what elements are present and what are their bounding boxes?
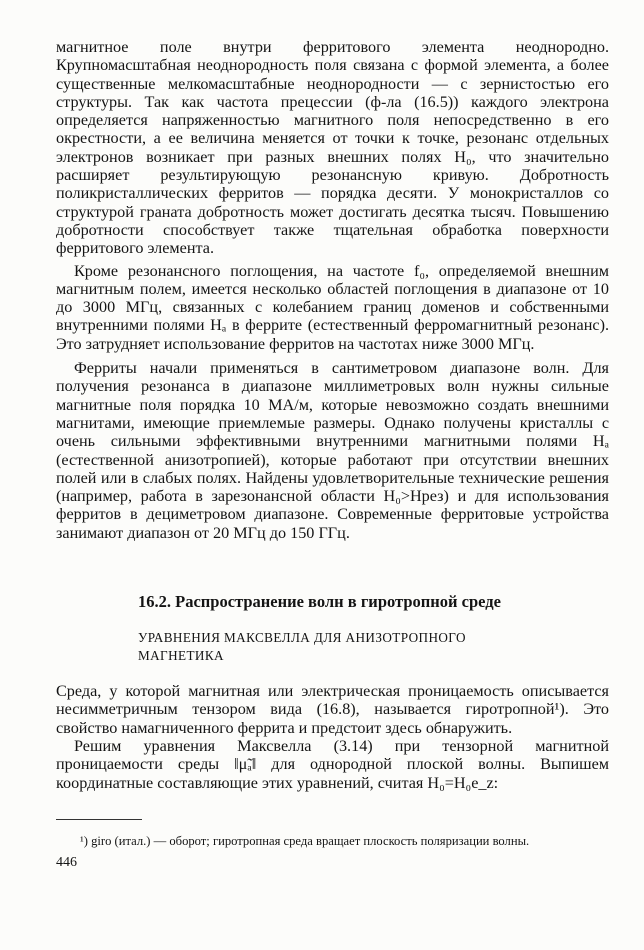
- paragraph-ferrite-inhomogeneity: магнитное поле внутри ферритового элемента неоднородно. Крупномасштабная неоднородность поля связана с формой элемента, а более существенные мелкомасштабные неоднородности — с зернистостью его структуры. Так как частота прецессии (ф-ла (16.5)) каждого электрона определяется напряженностью магнитного поля непосредственно в его окрестности, а ее величина меняется от точки к точке, резонанс отдельных электронов возникает при разных внешних полях H₀, что значительно расширяет результирующую резонансную кривую. Добротность поликристаллических ферритов — порядка десяти. У монокристаллов со структурой граната добротность может достигать десятка тысяч. Повышению добротности способствует также тщательная обработка поверхности ферритового элемента.: [56, 38, 609, 258]
- subsection-title: УРАВНЕНИЯ МАКСВЕЛЛА ДЛЯ АНИЗОТРОПНОГО МАГНЕТИКА: [138, 630, 466, 664]
- paragraph-resonance-absorption: Кроме резонансного поглощения, на частоте f₀, определяемой внешним магнитным полем, имеется несколько областей поглощения в диапазоне от 10 до 3000 МГц, связанных с колебанием границ доменов и собственными внутренними полями Hₐ в феррите (естественный ферромагнитный резонанс). Это затрудняет использование ферритов на частотах ниже 3000 МГц.: [56, 261, 609, 353]
- paragraph-ferrite-application: Ферриты начали применяться в сантиметровом диапазоне волн. Для получения резонанса в диапазоне миллиметровых волн нужны сильные магнитные поля порядка 10 МА/м, которые невозможно создать внешними магнитами, имеющие приемлемые размеры. Однако получены кристаллы с очень сильными эффективными внутренними магнитными полями Hₐ (естественной анизотропией), которые работают при отсутствии внешних полей или в слабых полях. Найдены удовлетворительные технические решения (например, работа в зарезонансной области H₀>Hрез) и для использования ферритов в дециметровом диапазоне. Современные ферритовые устройства занимают диапазон от 20 МГц до 150 ГГц.: [56, 359, 609, 542]
- paragraph-maxwell-equations: Решим уравнения Максвелла (3.14) при тензорной магнитной проницаемости среды ‖μ̃ₐ‖ для однородной плоской волны. Выпишем координатные составляющие этих уравнений, считая H₀=H₀e_z:: [56, 736, 609, 792]
- book-page: [56, 38, 609, 871]
- footnote-divider: [56, 819, 142, 820]
- section-title: 16.2. Распространение волн в гиротропной среде: [138, 592, 501, 612]
- footnote: ¹) giro (итал.) — оборот; гиротропная среда вращает плоскость поляризации волны.: [80, 833, 530, 848]
- paragraph-gyrotropic-medium: Среда, у которой магнитная или электрическая проницаемость описывается несимметричным тензором вида (16.8), называется гиротропной¹). Это свойство намагниченного феррита и предстоит здесь обнаружить.: [56, 682, 609, 737]
- page-number: 446: [56, 854, 77, 870]
